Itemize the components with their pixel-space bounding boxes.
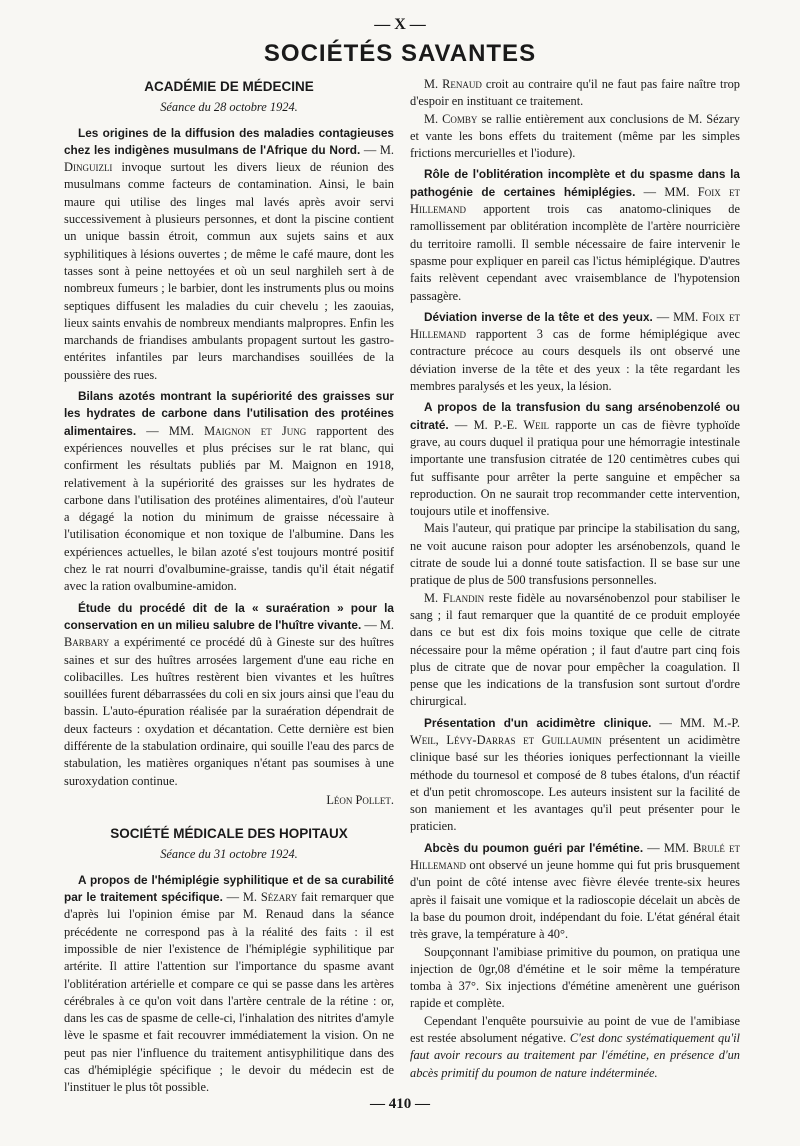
page-title: SOCIÉTÉS SAVANTES bbox=[263, 40, 537, 67]
article-heading: Bilans azotés montrant la supériorité des graisses sur les hydrates de carbone dans l'utilisation des protéines alimentaires. bbox=[64, 389, 394, 438]
article-text: rapportent des expériences nouvelles et plus précises sur le rat blanc, qui confirment les résultats publiés par M. Maignon en 1918, relativement à la supériorité des graisses sur les hydrates de carbone dans l'utilisation des protéines alimentaires, d'où l'auteur a dégagé la notion du minimum de graisse nécessaire à l'utilisation économique et non toxique de l'albumine. Dans les expériences actuelles, le bilan azoté s'est toujours montré positif chez le rat nourri d'ovalbumine-graisse, tandis qu'il était négatif avec la ration ovalbumine-amidon. bbox=[64, 423, 394, 594]
article-heading: Les origines de la diffusion des maladies contagieuses chez les indigènes musulmans de l'Afrique du Nord. bbox=[64, 125, 394, 157]
author-name: M. Flandin bbox=[424, 590, 485, 605]
article-text: a expérimenté ce procédé dû à Gineste sur des huîtres saines et sur des huîtres arrosées largement d'une eau riche en colibacilles. Les huîtres restèrent bien vivantes et les huîtres souillées furent débarrassées du coli en six jours ainsi que l'eau du bassin. L'auto-épuration réalisée par la suraération dépendrait de deux facteurs : oxydation et décantation. Cette dernière est bien différente de la stabulation ordinaire, qui souille l'eau des parcs de stabulation, les matières organiques n'étant pas soumises à une suroxydation continue. bbox=[64, 635, 394, 788]
author-name: MM. Foix et Hillemand bbox=[410, 184, 740, 217]
hospitals-session-date: Séance du 31 octobre 1924. bbox=[160, 847, 298, 862]
article-heading: Rôle de l'oblitération incomplète et du spasme dans la pathogénie de certaines hémiplégies. bbox=[410, 167, 740, 199]
author-name: MM. Brulé et Hillemand bbox=[410, 840, 740, 873]
hospitals-heading: SOCIÉTÉ MÉDICALE DES HOPITAUX bbox=[110, 826, 348, 842]
right-paragraph-renaud: M. Renaud croit au contraire qu'il ne faut pas faire naître trop d'espoir en instituant ce traitement. bbox=[410, 77, 740, 109]
right-article-3: A propos de la transfusion du sang arsénobenzolé ou citraté. — M. P.-E. Weil rapporte un cas de fièvre typhoïde grave, au cours duquel il pratiqua pour une hémorragie intestinale importante une transfusion citratée de 120 centimètres cubes qui fut suffisante pour arrêter la perte sanguine et empêcher sa reproduction. On ne saurait trop recommander cette intervention, toujours utile et inoffensive. bbox=[410, 400, 740, 519]
article-heading: Étude du procédé dit de la « suraération » pour la conservation en un milieu salubre de l'huître vivante. bbox=[64, 600, 394, 632]
article-heading: Présentation d'un acidimètre clinique. bbox=[424, 715, 652, 730]
author-name: M. Sézary bbox=[242, 890, 298, 905]
article-heading: Abcès du poumon guéri par l'émétine. bbox=[424, 840, 644, 855]
roman-page-number: — X — bbox=[374, 16, 426, 33]
academy-session-date: Séance du 28 octobre 1924. bbox=[160, 100, 298, 115]
right-article-4: Présentation d'un acidimètre clinique. — MM. M.-P. Weil, Lévy-Darras et Guillaumin présentent un acidimètre clinique basé sur les théories ioniques perfectionnant la vieille méthode du tournesol et composé de 8 tubes étalons, d'un réactif et d'un petit chromoscope. Les auteurs insistent sur la facilité de son maniement et les avantages qu'il peut présenter pour le praticien. bbox=[410, 715, 740, 834]
academy-article-1: Les origines de la diffusion des maladies contagieuses chez les indigènes musulmans de l'Afrique du Nord. — M. Dinguizli invoque surtout les divers lieux de réunion des musulmans comme facteurs de contamination. Ainsi, le bain maure qui utilise des linges mal lavés après avoir servi successivement à plusieurs personnes, et dont la piscine contient un unique bassin étroit, commun aux sujets sains et aux syphilitiques à lésions ouvertes ; de même le café maure, dont les tasses sont à peine nettoyées et où un seul narghileh sert à de nombreux fumeurs ; le barbier, dont les instruments plus ou moins septiques diffusent les maladies du cuir chevelu ; les zaouias, lieux saints envahis de nombreux mendiants malpropres. Enfin les marchands de friandises ambulants propagent surtout les gastro-entérites infantiles par leurs marchandises souillées de la poussière des rues. bbox=[64, 125, 394, 382]
right-article-2: Déviation inverse de la tête et des yeux. — MM. Foix et Hillemand rapportent 3 cas de forme hémiplégique avec contracture précoce au cours desquels ils ont observé une déviation inverse de la tête et des yeux : la tête regardant les membres paralysés et les yeux, la lésion. bbox=[410, 309, 740, 394]
right-paragraph-comby: M. Comby se rallie entièrement aux conclusions de M. Sézary et vante les bons effets du traitement (même par les simples frictions mercurielles et l'iodure). bbox=[410, 111, 741, 161]
article-text: fait remarquer que d'après lui l'opinion émise par M. Renaud dans la séance précédente ne correspond pas à la réalité des faits : il est impossible de nier l'existence de l'hémiplégie syphilitique par artérite. Il attire l'attention sur l'importance du spasme avant l'oblitération artérielle et compare ce qui se passe dans les artères cérébrales à ce qu'on voit dans l'artère centrale de la rétine : or, dans les cas de spasme de celle-ci, l'inhalation des nitrites d'amyle lève le spasme et fait recouvrer immédiatement la vision. On ne peut pas nier l'influence du traitement antisyphilitique dans des cas d'hémiplégie spécifique ; le devoir du médecin est de l'instituer le plus tôt possible. bbox=[64, 890, 394, 1095]
right-article-3-paragraph-2: Mais l'auteur, qui pratique par principe la stabilisation du sang, ne voit aucune raison pour adopter les arsénobenzols, quand le citrate de soude lui a donné toute satisfaction. Il se base sur une pratique de plus de 500 transfusions personnelles. bbox=[410, 521, 740, 588]
author-name: MM. Foix et Hillemand bbox=[410, 309, 740, 342]
academy-article-2: Bilans azotés montrant la supériorité des graisses sur les hydrates de carbone dans l'utilisation des protéines alimentaires. — MM. Maignon et Jung rapportent des expériences nouvelles et plus précises sur le rat blanc, qui confirment les résultats publiés par M. Maignon en 1918, relativement à la supériorité des graisses sur les hydrates de carbone dans l'utilisation des protéines alimentaires, d'où l'auteur a dégagé la notion du minimum de graisse nécessaire à l'utilisation économique et non toxique de l'albumine. Dans les expériences actuelles, le bilan azoté s'est toujours montré positif chez le rat nourri d'ovalbumine-graisse, tandis qu'il était négatif avec la ration ovalbumine-amidon. bbox=[64, 389, 394, 594]
right-article-5-paragraph-2: Soupçonnant l'amibiase primitive du poumon, on pratiqua une injection de 0gr,08 d'émétine et le soir même la température tomba à 37°. Six injections d'émétine amenèrent une guérison rapide et complète. bbox=[410, 944, 740, 1011]
right-article-3-paragraph-3: M. Flandin reste fidèle au novarsénobenzol pour stabiliser le sang ; il faut remarquer que la quantité de ce produit employée dans ce but est dix fois moins toxique que celle de citrate nécessaire pour la même opération ; il faut d'autre part cinq fois plus de citrate que de novar pour empêcher la coagulation. Il pense que les indications de la transfusion sont surtout d'ordre chirurgical. bbox=[410, 590, 740, 709]
right-article-5: Abcès du poumon guéri par l'émétine. — MM. Brulé et Hillemand ont observé un jeune homme qui fut pris brusquement d'un point de côté intense avec fièvre élevée trente-six heures après il faisait une vomique et la radioscopie décelait un abcès de la base du poumon droit, indépendant du foie. L'état général était très grave, la température à 40°. bbox=[410, 840, 740, 942]
left-column bbox=[64, 78, 394, 1097]
right-article-5-paragraph-3: Cependant l'enquête poursuivie au point de vue de l'amibiase est restée absolument négative. C'est donc systématiquement qu'il faut avoir recours au traitement par l'émétine, en présence d'un abcès primitif du poumon de nature indéterminée. bbox=[410, 1013, 740, 1080]
author-name: MM. M.-P. Weil, Lévy-Darras et Guillaumin bbox=[410, 715, 740, 747]
academy-article-3: Étude du procédé dit de la « suraération » pour la conservation en un milieu salubre de l'huître vivante. — M. Barbary a expérimenté ce procédé dû à Gineste sur des huîtres saines et sur des huîtres arrosées largement d'une eau riche en colibacilles. Les huîtres restèrent bien vivantes et les huîtres souillées furent débarrassées du coli en six jours ainsi que l'eau du bassin. L'auto-épuration réalisée par la suraération dépendrait de deux facteurs : oxydation et décantation. Cette dernière est bien différente de la stabulation ordinaire, qui souille l'eau des parcs de stabulation, les matières organiques n'étant pas soumises à une suroxydation continue. bbox=[64, 600, 394, 788]
right-column bbox=[410, 76, 740, 1082]
author-name: M. Dinguizli bbox=[64, 142, 394, 175]
hospitals-article-1: A propos de l'hémiplégie syphilitique et de sa curabilité par le traitement spécifique. — M. Sézary fait remarquer que d'après lui l'opinion émise par M. Renaud dans la séance précédente ne correspond pas à la réalité des faits : il est impossible de nier l'existence de l'hémiplégie syphilitique par artérite. Il attire l'attention sur l'importance du spasme avant l'oblitération artérielle et compare ce qui se passe dans les artères cérébrales à ce qu'on voit dans l'artère centrale de la rétine : or, dans les cas de spasme de celle-ci, l'inhalation des nitrites d'amyle lève le spasme et fait recouvrer immédiatement la vision. On ne peut pas nier l'influence du traitement antisyphilitique dans des cas d'hémiplégie spécifique ; le devoir du médecin est de l'instituer le plus tôt possible. bbox=[64, 872, 394, 1095]
author-name: M. Comby bbox=[424, 111, 478, 126]
signature: Léon Pollet. bbox=[326, 792, 394, 807]
author-name: M. Renaud bbox=[424, 77, 482, 91]
right-article-1: Rôle de l'oblitération incomplète et du spasme dans la pathogénie de certaines hémiplégies. — MM. Foix et Hillemand apportent trois cas anatomo-cliniques de ramollissement par oblitération incomplète de l'artère nourricière du territoire ramolli. Il semble nécessaire de faire intervenir le spasme pour expliquer en pareil cas l'ictus hémiplégique. D'autres faits relèvent cependant avec vraisemblance de l'hypotension passagère. bbox=[410, 167, 740, 303]
author-name: M. Barbary bbox=[64, 617, 394, 650]
academy-heading: ACADÉMIE DE MÉDECINE bbox=[144, 79, 314, 94]
italic-conclusion: C'est donc systématiquement qu'il faut avoir recours au traitement par l'émétine, en présence d'un abcès primitif du poumon de nature indéterminée. bbox=[410, 1031, 740, 1080]
page-number: — 410 — bbox=[370, 1096, 430, 1112]
author-name: M. P.-E. Weil bbox=[473, 417, 550, 432]
article-heading: A propos de l'hémiplégie syphilitique et de sa curabilité par le traitement spécifique. bbox=[64, 872, 394, 905]
article-text: invoque surtout les divers lieux de réunion des musulmans comme facteurs de contamination. Ainsi, le bain maure qui utilise des linges mal lavés après avoir servi successivement à plusieurs personnes, et dont la piscine contient un unique bassin étroit, commun aux sujets sains et aux syphilitiques à lésions ouvertes ; de même le café maure, dont les tasses sont à peine nettoyées et où un seul narghileh sert à de nombreux fumeurs ; le barbier, dont les instruments plus ou moins septiques diffusent les maladies du cuir chevelu ; les zaouias, lieux saints envahis de nombreux mendiants malpropres. Enfin les marchands de friandises ambulants propagent surtout les gastro-entérites infantiles par leurs marchandises souillées de la poussière des rues. bbox=[64, 160, 394, 382]
author-name: MM. Maignon et Jung bbox=[168, 423, 307, 438]
article-heading: A propos de la transfusion du sang arsénobenzolé ou citraté. bbox=[410, 400, 740, 432]
article-heading: Déviation inverse de la tête et des yeux. bbox=[424, 309, 653, 324]
